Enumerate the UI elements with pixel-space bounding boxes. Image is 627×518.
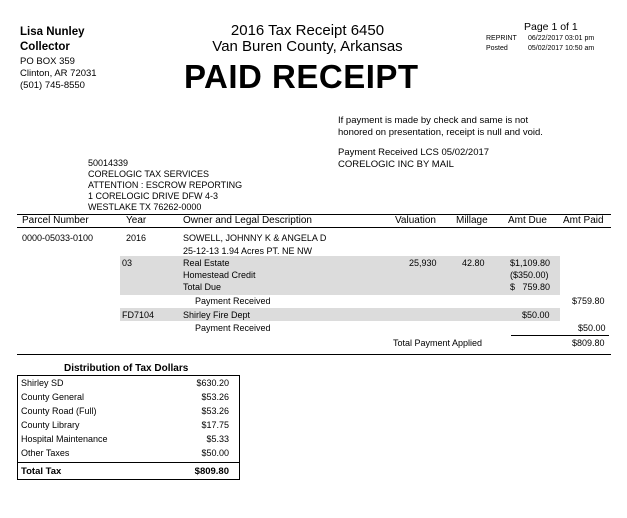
collector-name: Lisa Nunley [20, 26, 85, 38]
distribution-value: $17.75 [201, 420, 229, 430]
col-amt-paid: Amt Paid [563, 215, 604, 226]
reprint-label: REPRINT [486, 35, 517, 42]
col-year: Year [126, 215, 147, 226]
total-tax-label: Total Tax [21, 466, 62, 477]
owner-name: SOWELL, JOHNNY K & ANGELA D [183, 233, 327, 243]
total-rule [511, 335, 609, 336]
collector-address-2: Clinton, AR 72031 [20, 68, 97, 79]
section-divider [17, 354, 611, 355]
distribution-row [18, 391, 239, 405]
levy-code-2: FD7104 [122, 310, 155, 320]
item-real-estate: Real Estate [183, 258, 230, 268]
amount-paid-1: $759.80 [572, 296, 605, 306]
item-homestead-credit: Homestead Credit [183, 270, 256, 280]
distribution-title: Distribution of Tax Dollars [64, 363, 189, 374]
levy-code-1: 03 [122, 258, 133, 268]
mailing-line-3: ATTENTION : ESCROW REPORTING [88, 180, 243, 190]
mailing-line-4: 1 CORELOGIC DRIVE DFW 4-3 [88, 191, 219, 201]
collector-phone: (501) 745-8550 [20, 80, 85, 91]
distribution-value: $53.26 [201, 406, 229, 416]
payment-received-label-1: Payment Received [195, 296, 271, 306]
total-due-value: $ 759.80 [510, 282, 551, 292]
col-valuation: Valuation [395, 215, 436, 226]
millage-value: 42.80 [462, 258, 485, 268]
mailing-line-5: WESTLAKE TX 76262-0000 [88, 202, 202, 212]
distribution-row [18, 405, 239, 419]
distribution-label: Shirley SD [21, 378, 64, 388]
payer-name: CORELOGIC INC BY MAIL [338, 159, 454, 170]
distribution-row [18, 377, 239, 391]
col-millage: Millage [456, 215, 488, 226]
payment-received-info: Payment Received LCS 05/02/2017 [338, 147, 490, 158]
mailing-line-1: 50014339 [88, 158, 129, 168]
payment-received-label-2: Payment Received [195, 323, 271, 333]
posted-date: 05/02/2017 10:50 am [528, 45, 595, 52]
distribution-label: Hospital Maintenance [21, 434, 108, 444]
due-real-estate: $1,109.80 [510, 258, 551, 268]
paid-receipt-stamp: PAID RECEIPT [184, 58, 419, 95]
total-tax-value: $809.80 [194, 466, 229, 477]
receipt-title: 2016 Tax Receipt 6450 [230, 22, 385, 39]
distribution-row [18, 433, 239, 447]
parcel-number: 0000-05033-0100 [22, 233, 94, 243]
distribution-label: County Road (Full) [21, 406, 97, 416]
total-payment-applied-label: Total Payment Applied [393, 338, 483, 348]
distribution-value: $5.33 [206, 434, 229, 444]
distribution-value: $630.20 [196, 378, 229, 388]
total-payment-applied-value: $809.80 [572, 338, 605, 348]
posted-label: Posted [486, 45, 508, 52]
distribution-value: $50.00 [201, 448, 229, 458]
notice-line-1: If payment is made by check and same is not [338, 115, 529, 126]
due-fire-dept: $50.00 [522, 310, 550, 320]
col-parcel-number: Parcel Number [22, 215, 89, 226]
county-name: Van Buren County, Arkansas [212, 38, 403, 55]
amount-paid-2: $50.00 [578, 323, 606, 333]
distribution-table [17, 375, 240, 480]
legal-description: 25-12-13 1.94 Acres PT. NE NW [183, 246, 313, 256]
distribution-label: County Library [21, 420, 80, 430]
mailing-line-2: CORELOGIC TAX SERVICES [88, 169, 210, 179]
distribution-row [18, 419, 239, 433]
distribution-label: Other Taxes [21, 448, 70, 458]
reprint-date: 06/22/2017 03:01 pm [528, 35, 595, 42]
notice-line-2: honored on presentation, receipt is null and void. [338, 127, 543, 138]
distribution-total-row [18, 462, 239, 480]
collector-address-1: PO BOX 359 [20, 56, 75, 67]
distribution-label: County General [21, 392, 85, 402]
distribution-row [18, 447, 239, 461]
collector-title: Collector [20, 41, 70, 53]
valuation-value: 25,930 [409, 258, 437, 268]
page-indicator: Page 1 of 1 [524, 21, 578, 33]
col-owner-legal: Owner and Legal Description [183, 215, 312, 226]
item-total-due: Total Due [183, 282, 222, 292]
distribution-value: $53.26 [201, 392, 229, 402]
due-homestead-credit: ($350.00) [510, 270, 549, 280]
col-amt-due: Amt Due [508, 215, 547, 226]
tax-year: 2016 [126, 233, 147, 243]
item-shirley-fire-dept: Shirley Fire Dept [183, 310, 251, 320]
